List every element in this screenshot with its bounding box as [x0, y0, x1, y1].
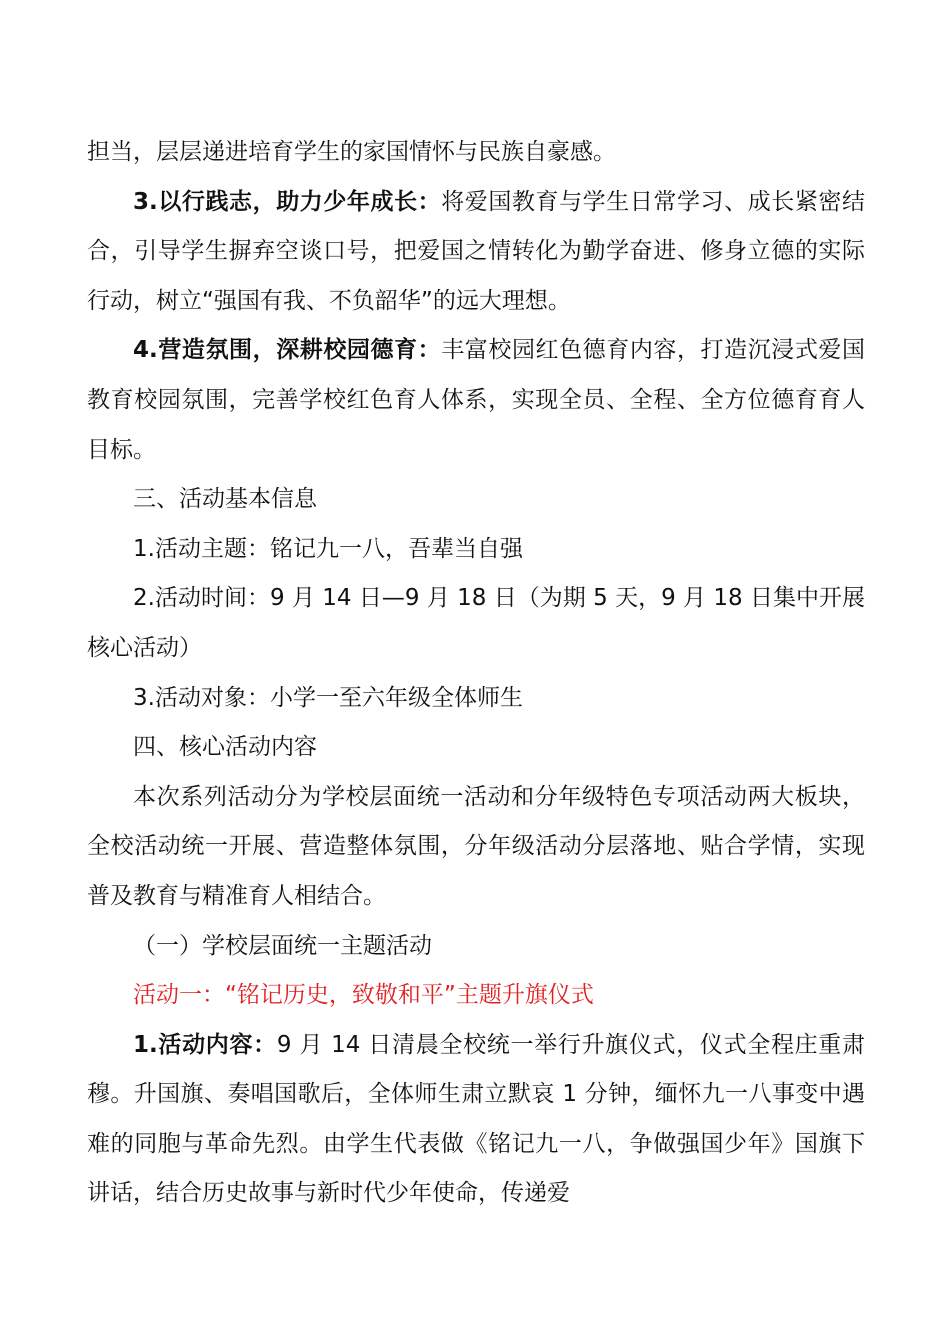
paragraph-text: 本次系列活动分为学校层面统一活动和分年级特色专项活动两大板块，全校活动统一开展、营造整体氛围，分年级活动分层落地、贴合学情，实现普及教育与精准育人相结合。	[87, 783, 865, 909]
paragraph-text: 丰富校园红色德育内容，打造沉浸式爱国教育校园氛围，完善学校红色育人体系，实现全员、全程、全方位德育育人目标。	[87, 337, 865, 463]
info-audience	[87, 674, 865, 724]
heading-text: 三、活动基本信息	[133, 486, 317, 513]
heading-text: 四、核心活动内容	[133, 734, 317, 761]
paragraph-text: 3.活动对象：小学一至六年级全体师生	[133, 684, 523, 711]
document-page	[87, 128, 865, 1219]
subsection-heading-1	[87, 922, 865, 972]
paragraph-lead: 4.营造氛围，深耕校园德育：	[133, 337, 442, 364]
paragraph-text: 担当，层层递进培育学生的家国情怀与民族自豪感。	[87, 139, 616, 165]
activity-title-1	[87, 971, 865, 1021]
paragraph-goal-3	[87, 178, 865, 327]
activity-title-text: 活动一：“铭记历史，致敬和平”主题升旗仪式	[133, 982, 594, 1009]
paragraph-text: 2.活动时间：9 月 14 日—9 月 18 日（为期 5 天，9 月 18 日集中开展核心活动）	[87, 585, 865, 661]
paragraph-continuation	[87, 128, 865, 178]
paragraph-goal-4	[87, 326, 865, 475]
paragraph-lead: 1.活动内容：	[133, 1031, 277, 1058]
paragraph-text: 1.活动主题：铭记九一八，吾辈当自强	[133, 535, 523, 562]
paragraph-text: 将爱国教育与学生日常学习、成长紧密结合，引导学生摒弃空谈口号，把爱国之情转化为勤学奋进、修身立德的实际行动，树立“强国有我、不负韶华”的远大理想。	[87, 188, 865, 314]
paragraph-lead: 3.以行践志，助力少年成长：	[133, 188, 442, 215]
paragraph-activity-content	[87, 1021, 865, 1219]
section-heading-3	[87, 475, 865, 525]
heading-text: （一）学校层面统一主题活动	[133, 932, 432, 959]
info-time	[87, 574, 865, 673]
paragraph-overview	[87, 773, 865, 922]
section-heading-4	[87, 723, 865, 773]
paragraph-text: 9 月 14 日清晨全校统一举行升旗仪式，仪式全程庄重肃穆。升国旗、奏唱国歌后，全体师生肃立默哀 1 分钟，缅怀九一八事变中遇难的同胞与革命先烈。由学生代表做《铭记九一八，争做强国少年》国旗下讲话，结合历史故事与新时代少年使命，传递爱	[87, 1031, 865, 1207]
info-theme	[87, 525, 865, 575]
